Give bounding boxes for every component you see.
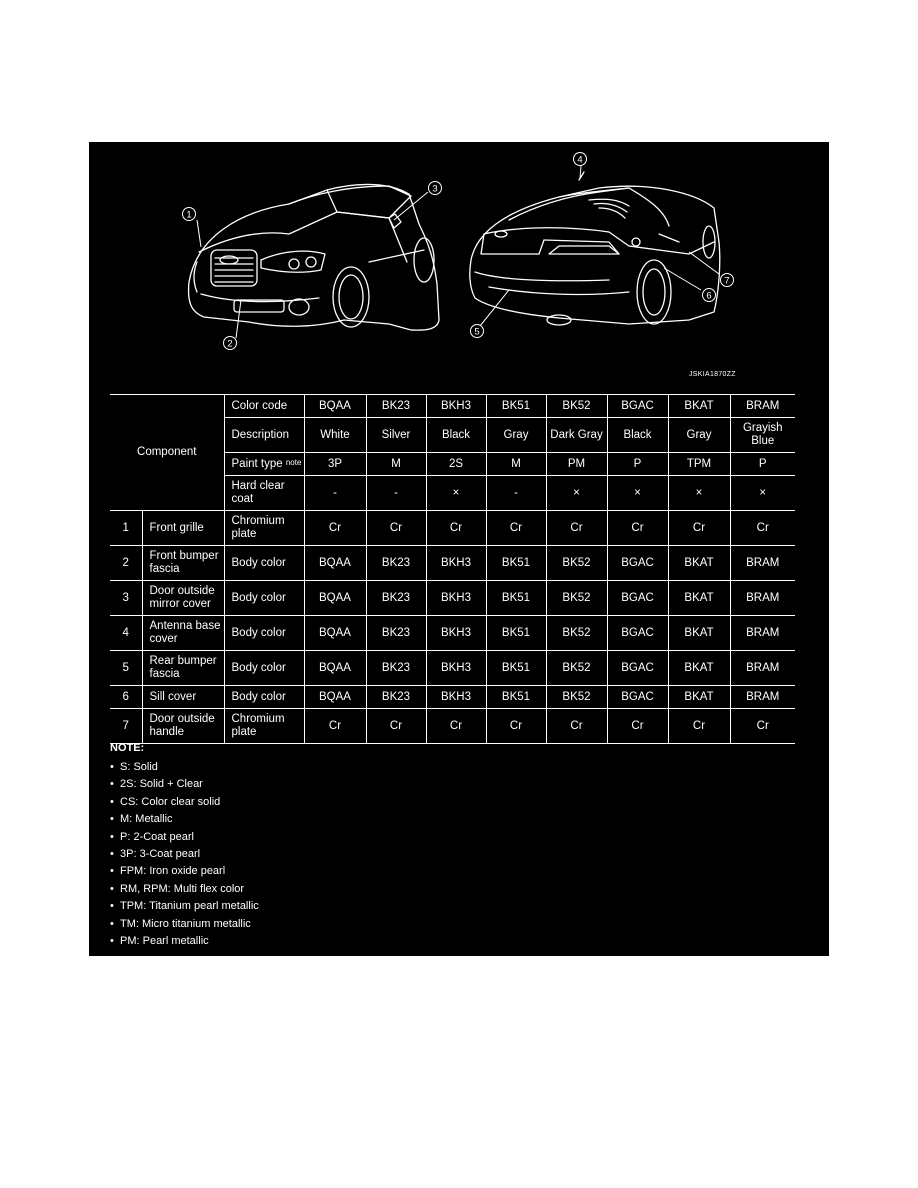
table-cell: Cr — [486, 709, 546, 744]
table-cell: BK23 — [366, 581, 426, 616]
table-cell: BKAT — [668, 651, 730, 686]
table-cell: BK52 — [546, 686, 607, 709]
table-cell: Cr — [730, 709, 795, 744]
table-cell: BK23 — [366, 616, 426, 651]
row-number: 5 — [110, 651, 142, 686]
table-cell: BQAA — [304, 651, 366, 686]
paint-color-table — [110, 394, 795, 744]
table-cell: BRAM — [730, 686, 795, 709]
table-cell: BK52 — [546, 546, 607, 581]
component-name: Front bumper fascia — [142, 546, 224, 581]
paint-type-label-text: Paint type — [231, 457, 283, 470]
bullet: • — [110, 847, 114, 860]
hard-clear-coat-cell: - — [486, 476, 546, 511]
color-code-cell: BK23 — [366, 395, 426, 418]
bullet: • — [110, 761, 114, 773]
row-number: 4 — [110, 616, 142, 651]
component-header: Component — [110, 395, 224, 511]
description-cell: Black — [607, 418, 668, 453]
table-cell: BK23 — [366, 546, 426, 581]
callout-4-marker — [574, 153, 587, 166]
table-cell: Cr — [366, 709, 426, 744]
table-cell: BRAM — [730, 546, 795, 581]
color-code-cell: BK51 — [486, 395, 546, 418]
hard-clear-coat-cell: × — [546, 476, 607, 511]
list-item — [110, 829, 259, 846]
bullet: • — [110, 778, 114, 791]
table-cell: BK51 — [486, 651, 546, 686]
note-text: TM: Micro titanium metallic — [120, 917, 251, 930]
table-cell: BKAT — [668, 616, 730, 651]
table-cell: Cr — [426, 709, 486, 744]
front-car-drawing — [189, 184, 439, 330]
finish-type: Body color — [224, 616, 304, 651]
table-cell: Cr — [607, 709, 668, 744]
callout-6-label: 6 — [706, 290, 712, 302]
hard-clear-coat-cell: × — [607, 476, 668, 511]
table-cell: Cr — [730, 511, 795, 546]
list-item — [110, 846, 259, 863]
finish-type: Chromium plate — [224, 511, 304, 546]
paint-type-cell: M — [366, 453, 426, 476]
rear-car-drawing — [470, 172, 720, 325]
finish-type: Chromium plate — [224, 709, 304, 744]
row-number: 2 — [110, 546, 142, 581]
table-cell: BK51 — [486, 616, 546, 651]
notes-title: NOTE: — [110, 742, 145, 754]
table-cell: BRAM — [730, 581, 795, 616]
table-cell: BKAT — [668, 686, 730, 709]
table-row-front-bumper-fascia — [110, 546, 795, 581]
list-item — [110, 759, 259, 776]
bullet: • — [110, 882, 114, 895]
finish-type: Body color — [224, 546, 304, 581]
table-cell: BK23 — [366, 651, 426, 686]
paint-type-note-mark: note — [285, 457, 302, 467]
table-cell: Cr — [426, 511, 486, 546]
note-text: RM, RPM: Multi flex color — [120, 882, 245, 895]
table-cell: BK51 — [486, 581, 546, 616]
table-cell: Cr — [546, 511, 607, 546]
hard-clear-coat-cell: - — [304, 476, 366, 511]
table-cell: BKH3 — [426, 651, 486, 686]
row-number: 6 — [110, 686, 142, 709]
bullet: • — [110, 917, 114, 930]
hard-clear-coat-cell: × — [668, 476, 730, 511]
list-item — [110, 776, 259, 793]
table-cell: Cr — [668, 511, 730, 546]
finish-type: Body color — [224, 651, 304, 686]
note-text: FPM: Iron oxide pearl — [120, 865, 226, 878]
component-name: Antenna base cover — [142, 616, 224, 651]
paint-type-cell: P — [607, 453, 668, 476]
callout-6-marker — [703, 289, 716, 302]
list-item — [110, 811, 259, 828]
callout-1-marker — [183, 208, 196, 221]
list-item — [110, 794, 259, 811]
table-row-antenna-base-cover — [110, 616, 795, 651]
table-cell: BK52 — [546, 581, 607, 616]
callout-5-marker — [471, 325, 484, 338]
note-text: CS: Color clear solid — [120, 795, 221, 808]
color-code-cell: BGAC — [607, 395, 668, 418]
table-cell: Cr — [304, 511, 366, 546]
table-cell: BKH3 — [426, 616, 486, 651]
component-name: Door outside handle — [142, 709, 224, 744]
callout-3-label: 3 — [432, 183, 438, 195]
paint-type-cell: P — [730, 453, 795, 476]
callout-2-label: 2 — [227, 338, 233, 350]
notes-section — [110, 742, 259, 950]
component-name: Front grille — [142, 511, 224, 546]
note-text: 2S: Solid + Clear — [120, 778, 203, 791]
color-code-cell: BKAT — [668, 395, 730, 418]
table-row-front-grille — [110, 511, 795, 546]
paint-type-cell: 2S — [426, 453, 486, 476]
table-cell: Cr — [366, 511, 426, 546]
table-row-rear-bumper-fascia — [110, 651, 795, 686]
notes-list — [110, 759, 259, 950]
description-label: Description — [224, 418, 304, 453]
bullet: • — [110, 813, 114, 826]
table-cell: BGAC — [607, 546, 668, 581]
description-cell: White — [304, 418, 366, 453]
callout-2-marker — [224, 337, 237, 350]
table-cell: BQAA — [304, 686, 366, 709]
hard-clear-coat-cell: × — [426, 476, 486, 511]
description-cell: Gray — [668, 418, 730, 453]
bullet: • — [110, 900, 114, 913]
table-cell: BK51 — [486, 686, 546, 709]
note-text: 3P: 3-Coat pearl — [120, 847, 201, 860]
callout-7-label: 7 — [724, 275, 730, 287]
color-code-label: Color code — [224, 395, 304, 418]
component-name: Rear bumper fascia — [142, 651, 224, 686]
table-cell: BQAA — [304, 546, 366, 581]
row-number: 1 — [110, 511, 142, 546]
note-text: P: 2-Coat pearl — [120, 830, 194, 843]
table-cell: BRAM — [730, 651, 795, 686]
component-name: Sill cover — [142, 686, 224, 709]
list-item — [110, 881, 259, 898]
list-item — [110, 933, 259, 950]
table-row-door-outside-handle — [110, 709, 795, 744]
table-cell: BGAC — [607, 651, 668, 686]
list-item — [110, 863, 259, 880]
table-cell: BK23 — [366, 686, 426, 709]
table-cell: BGAC — [607, 686, 668, 709]
note-text: TPM: Titanium pearl metallic — [120, 900, 259, 913]
note-text: PM: Pearl metallic — [120, 934, 209, 947]
table-cell: BGAC — [607, 616, 668, 651]
bullet: • — [110, 865, 114, 878]
table-cell: Cr — [486, 511, 546, 546]
paint-type-cell: PM — [546, 453, 607, 476]
component-name: Door outside mirror cover — [142, 581, 224, 616]
table-cell: BK52 — [546, 651, 607, 686]
table-cell: BKAT — [668, 546, 730, 581]
bullet: • — [110, 830, 114, 843]
table-cell: BKH3 — [426, 581, 486, 616]
paint-type-cell: M — [486, 453, 546, 476]
row-number: 7 — [110, 709, 142, 744]
paint-type-cell: TPM — [668, 453, 730, 476]
description-cell: Black — [426, 418, 486, 453]
finish-type: Body color — [224, 686, 304, 709]
hard-clear-coat-cell: - — [366, 476, 426, 511]
figure-code: JSKIA1870ZZ — [689, 371, 736, 378]
table-cell: BKAT — [668, 581, 730, 616]
callout-3-marker — [429, 182, 442, 195]
callout-7-marker — [721, 274, 734, 287]
description-cell: Gray — [486, 418, 546, 453]
bullet: • — [110, 934, 114, 947]
paint-type-cell: 3P — [304, 453, 366, 476]
color-code-cell: BK52 — [546, 395, 607, 418]
hard-clear-coat-label: Hard clear coat — [224, 476, 304, 511]
paint-specification-panel — [89, 142, 829, 956]
callout-1-label: 1 — [186, 209, 192, 221]
table-cell: BRAM — [730, 616, 795, 651]
table-cell: BK51 — [486, 546, 546, 581]
vehicle-illustration — [89, 142, 829, 392]
note-text: S: Solid — [120, 761, 158, 773]
header-row-color-code — [110, 395, 795, 418]
description-cell: Silver — [366, 418, 426, 453]
color-code-cell: BKH3 — [426, 395, 486, 418]
description-cell: Dark Gray — [546, 418, 607, 453]
callout-5-label: 5 — [474, 326, 480, 338]
table-cell: BQAA — [304, 581, 366, 616]
callout-4-label: 4 — [577, 154, 583, 166]
color-code-cell: BRAM — [730, 395, 795, 418]
table-cell: Cr — [546, 709, 607, 744]
list-item — [110, 898, 259, 915]
table-cell: Cr — [304, 709, 366, 744]
table-cell: Cr — [668, 709, 730, 744]
finish-type: Body color — [224, 581, 304, 616]
table-cell: BKH3 — [426, 686, 486, 709]
table-cell: BGAC — [607, 581, 668, 616]
color-code-cell: BQAA — [304, 395, 366, 418]
table-row-door-outside-mirror-cover — [110, 581, 795, 616]
hard-clear-coat-cell: × — [730, 476, 795, 511]
row-number: 3 — [110, 581, 142, 616]
table-cell: BKH3 — [426, 546, 486, 581]
note-text: M: Metallic — [120, 813, 173, 826]
list-item — [110, 916, 259, 933]
table-cell: BQAA — [304, 616, 366, 651]
description-cell: Grayish Blue — [730, 418, 795, 453]
table-cell: BK52 — [546, 616, 607, 651]
table-cell: Cr — [607, 511, 668, 546]
bullet: • — [110, 795, 114, 808]
paint-type-label — [224, 453, 304, 476]
table-row-sill-cover — [110, 686, 795, 709]
